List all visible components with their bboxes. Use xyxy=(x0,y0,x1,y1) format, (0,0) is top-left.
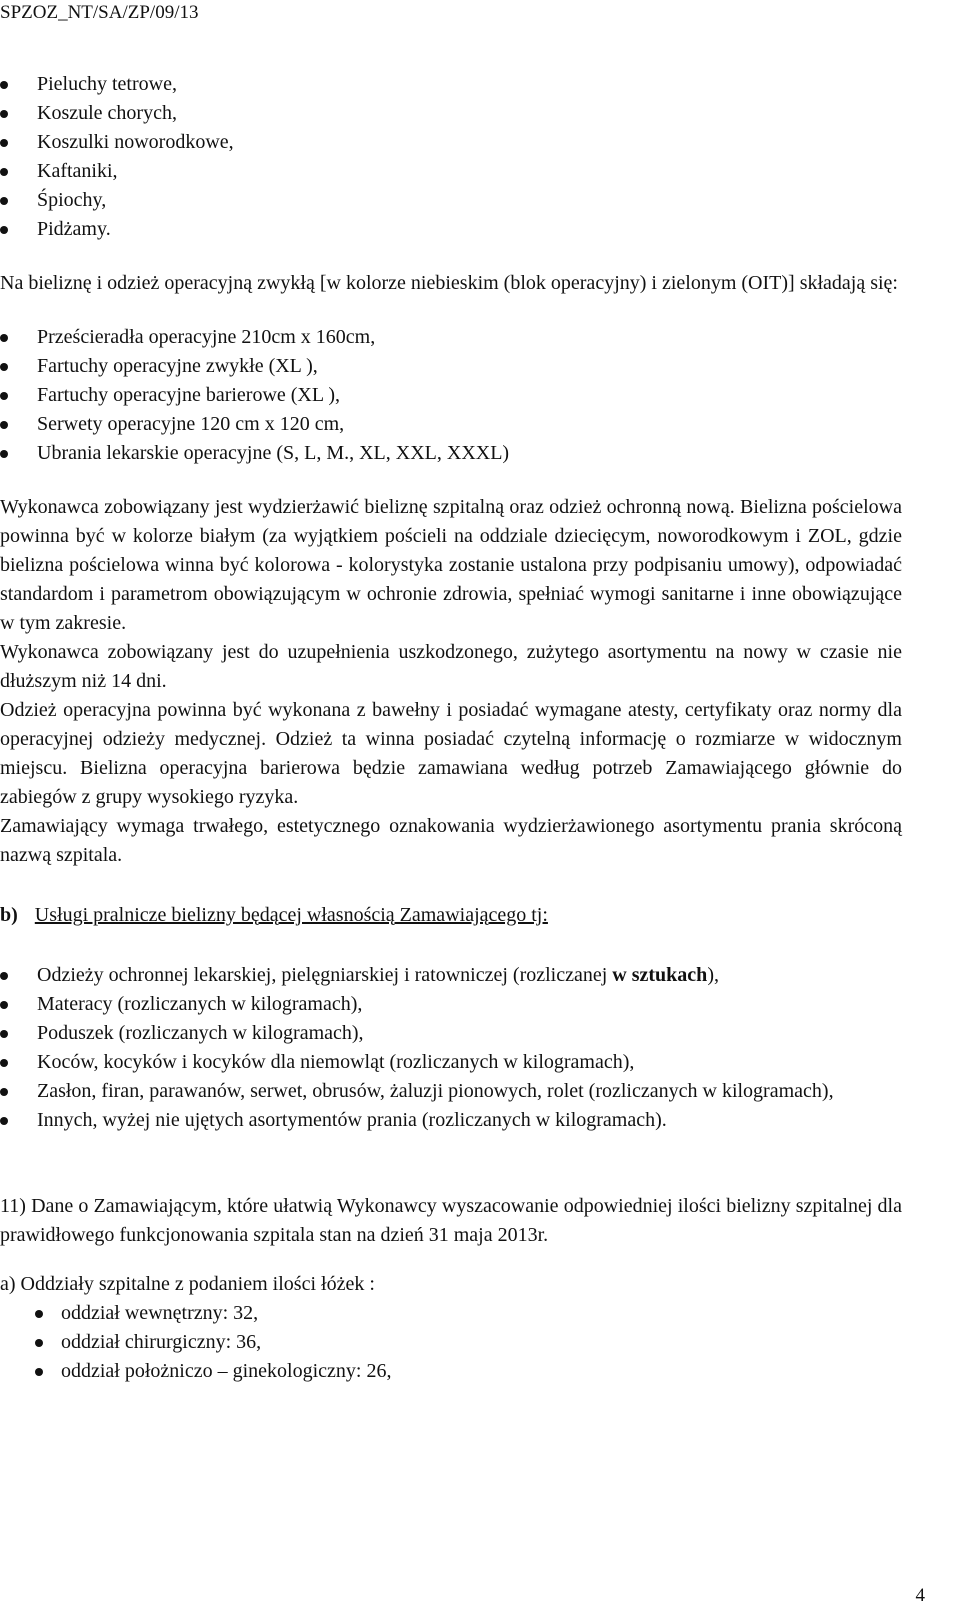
list-item: Zasłon, firan, parawanów, serwet, obrusów, żaluzji pionowych, rolet (rozliczanych w kilogramach), xyxy=(0,1077,902,1106)
list-item: Kaftaniki, xyxy=(0,157,902,186)
list-item: Innych, wyżej nie ujętych asortymentów prania (rozliczanych w kilogramach). xyxy=(0,1106,902,1135)
page-content xyxy=(0,70,902,1386)
document-code: SPZOZ_NT/SA/ZP/09/13 xyxy=(0,2,199,23)
list-item: Fartuchy operacyjne zwykłe (XL ), xyxy=(0,352,902,381)
section-b-heading xyxy=(0,901,902,930)
list-item: Fartuchy operacyjne barierowe (XL ), xyxy=(0,381,902,410)
list-item: Śpiochy, xyxy=(0,186,902,215)
list-item: oddział chirurgiczny: 36, xyxy=(0,1328,902,1357)
list-item: Poduszek (rozliczanych w kilogramach), xyxy=(0,1019,902,1048)
list-item: Koszulki noworodkowe, xyxy=(0,128,902,157)
obligations-paragraph: Wykonawca zobowiązany jest wydzierżawić bieliznę szpitalną oraz odzież ochronną nową. Bielizna pościelowa powinna być w kolorze białym (za wyjątkiem pościeli na oddziale dziecięcym, noworodkowym i ZOL, gdzie bielizna pościelowa winna być kolorowa - kolorystyka zostanie ustalona przy podpisaniu umowy), odpowiadać standardom i parametrom obowiązującym w ochronie zdrowia, spełniać wymogi sanitarne i inne obowiązujące w tym zakresie. xyxy=(0,496,902,634)
list-item: Prześcieradła operacyjne 210cm x 160cm, xyxy=(0,323,902,352)
list-item: oddział wewnętrzny: 32, xyxy=(0,1299,902,1328)
marking-paragraph: Zamawiający wymaga trwałego, estetycznego oznakowania wydzierżawionego asortymentu prania skróconą nazwą szpitala. xyxy=(0,815,902,866)
list-item: Pieluchy tetrowe, xyxy=(0,70,902,99)
list-item: oddział położniczo – ginekologiczny: 26, xyxy=(0,1357,902,1386)
list-item-text: ), xyxy=(707,964,719,986)
section-b-letter: b) xyxy=(0,904,18,926)
list-item: Koców, kocyków i kocyków dla niemowląt (rozliczanych w kilogramach), xyxy=(0,1048,902,1077)
list-item-emphasis: w sztukach xyxy=(612,964,708,986)
list-item: Serwety operacyjne 120 cm x 120 cm, xyxy=(0,410,902,439)
list-item xyxy=(0,961,902,990)
wards-list xyxy=(0,1299,902,1386)
list-item-text: Odzieży ochronnej lekarskiej, pielęgniarskiej i ratowniczej (rozliczanej xyxy=(37,964,613,986)
list-item: Koszule chorych, xyxy=(0,99,902,128)
operating-intro-paragraph: Na bieliznę i odzież operacyjną zwykłą [w kolorze niebieskim (blok operacyjny) i zielonym (OIT)] składają się: xyxy=(0,272,898,294)
list-item: Materacy (rozliczanych w kilogramach), xyxy=(0,990,902,1019)
list-item: Ubrania lekarskie operacyjne (S, L, M., XL, XXL, XXXL) xyxy=(0,439,902,468)
operating-list xyxy=(0,323,902,468)
clothing-list xyxy=(0,70,902,244)
section-11-paragraph: 11) Dane o Zamawiającym, które ułatwią Wykonawcy wyszacowanie odpowiedniej ilości bielizny szpitalnej dla prawidłowego funkcjonowania szpitala stan na dzień 31 maja 2013r. xyxy=(0,1195,902,1246)
section-b-title: Usługi pralnicze bielizny będącej własnością Zamawiającego tj: xyxy=(34,904,548,926)
laundry-list xyxy=(0,961,902,1135)
operating-wear-paragraph: Odzież operacyjna powinna być wykonana z bawełny i posiadać wymagane atesty, certyfikaty oraz normy dla operacyjnej odzieży medycznej. Odzież ta winna posiadać czytelną informację o rozmiarze w widocznym miejscu. Bielizna operacyjna barierowa będzie zamawiana według potrzeb Zamawiającego głównie do zabiegów z grupy wysokiego ryzyka. xyxy=(0,699,902,808)
wards-intro-paragraph: a) Oddziały szpitalne z podaniem ilości łóżek : xyxy=(0,1273,375,1295)
list-item: Pidżamy. xyxy=(0,215,902,244)
replacement-paragraph: Wykonawca zobowiązany jest do uzupełnienia uszkodzonego, zużytego asortymentu na nowy w czasie nie dłuższym niż 14 dni. xyxy=(0,641,902,692)
page-number: 4 xyxy=(915,1585,925,1606)
